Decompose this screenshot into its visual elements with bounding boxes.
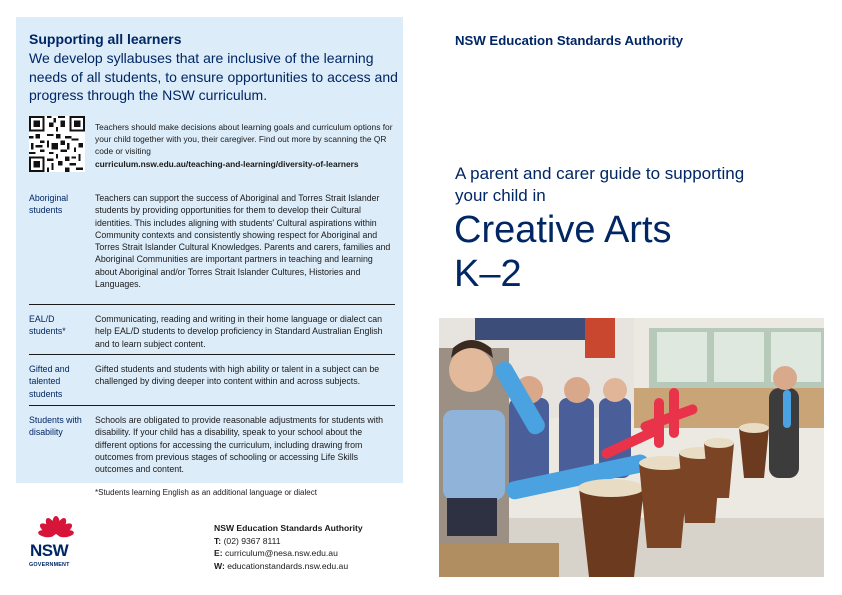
intro-text: We develop syllabuses that are inclusive of the learning needs of all students, to ensure opportunities to access and progress through the NSW curriculum. [29,50,398,103]
row-body: Communicating, reading and writing in their home language or dialect can help EAL/D students to develop proficiency in Standard Australian English and to learn subject content. [95,314,383,349]
row-label: EAL/D students* [29,314,66,337]
qr-instructions [95,121,395,170]
title-line-1: Creative Arts [454,209,672,251]
divider [29,354,395,355]
row-body: Gifted students and students with high ability or talent in a subject can be challenged by diving deeper into content within and across subjects. [95,364,380,387]
row-label: Students with disability [29,415,82,438]
phone-number[interactable]: (02) 9367 8111 [223,535,281,546]
web-label: W: [214,560,225,571]
title-line-2: K–2 [454,253,522,295]
authority-name: NSW Education Standards Authority [455,33,684,48]
contact-block [214,522,363,572]
phone-label: T: [214,535,222,546]
logo-wordmark: NSW [30,541,69,560]
email-label: E: [214,548,223,558]
guide-title [454,208,672,296]
divider [29,405,395,406]
footnote: *Students learning English as an additional language or dialect [95,488,317,497]
contact-web-line [214,560,363,573]
guide-subtitle: A parent and carer guide to supporting your child in [455,164,745,205]
website-link[interactable]: educationstandards.nsw.edu.au [227,560,349,571]
email-address[interactable]: curriculum@nesa.nsw.edu.au [224,548,338,558]
classroom-drumming-photo [439,318,824,577]
logo-government: GOVERNMENT [29,562,70,568]
diversity-link[interactable]: curriculum.nsw.edu.au/teaching-and-learning/diversity-of-learners [95,158,359,169]
row-label: Aboriginal students [29,193,69,216]
qr-code [29,116,85,172]
section-heading: Supporting all learners [29,31,182,47]
row-label: Gifted and talented students [29,364,70,399]
row-body: Schools are obligated to provide reasonable adjustments for students with disability. If your child has a disability, speak to your school about the different options for accessing the curriculum, including drawing from outcomes from previous stages of schooling or accessing Life Skills outcomes and content. [95,415,384,475]
contact-phone-line [214,535,363,548]
divider [29,304,395,305]
row-body: Teachers can support the success of Aboriginal and Torres Strait Islander students by providing opportunities for them to develop their Cultural identities. This includes aligning with students' Cultural aspirations within Community contexts and consistently showing respect for Aboriginal and Torres Strait Islander Cultural Knowledges. Parents and carers, families and Aboriginal Communities are important partners in teaching and learning about Aboriginal and/or Torres Strait Islander Cultures, Histories and Languages. [95,193,391,290]
contact-email-line [214,547,363,560]
qr-instruction-text: Teachers should make decisions about learning goals and curriculum options for your child together with you, their caregiver. Find out more by scanning the QR code or visiting [95,122,393,157]
contact-org: NSW Education Standards Authority [214,523,363,533]
